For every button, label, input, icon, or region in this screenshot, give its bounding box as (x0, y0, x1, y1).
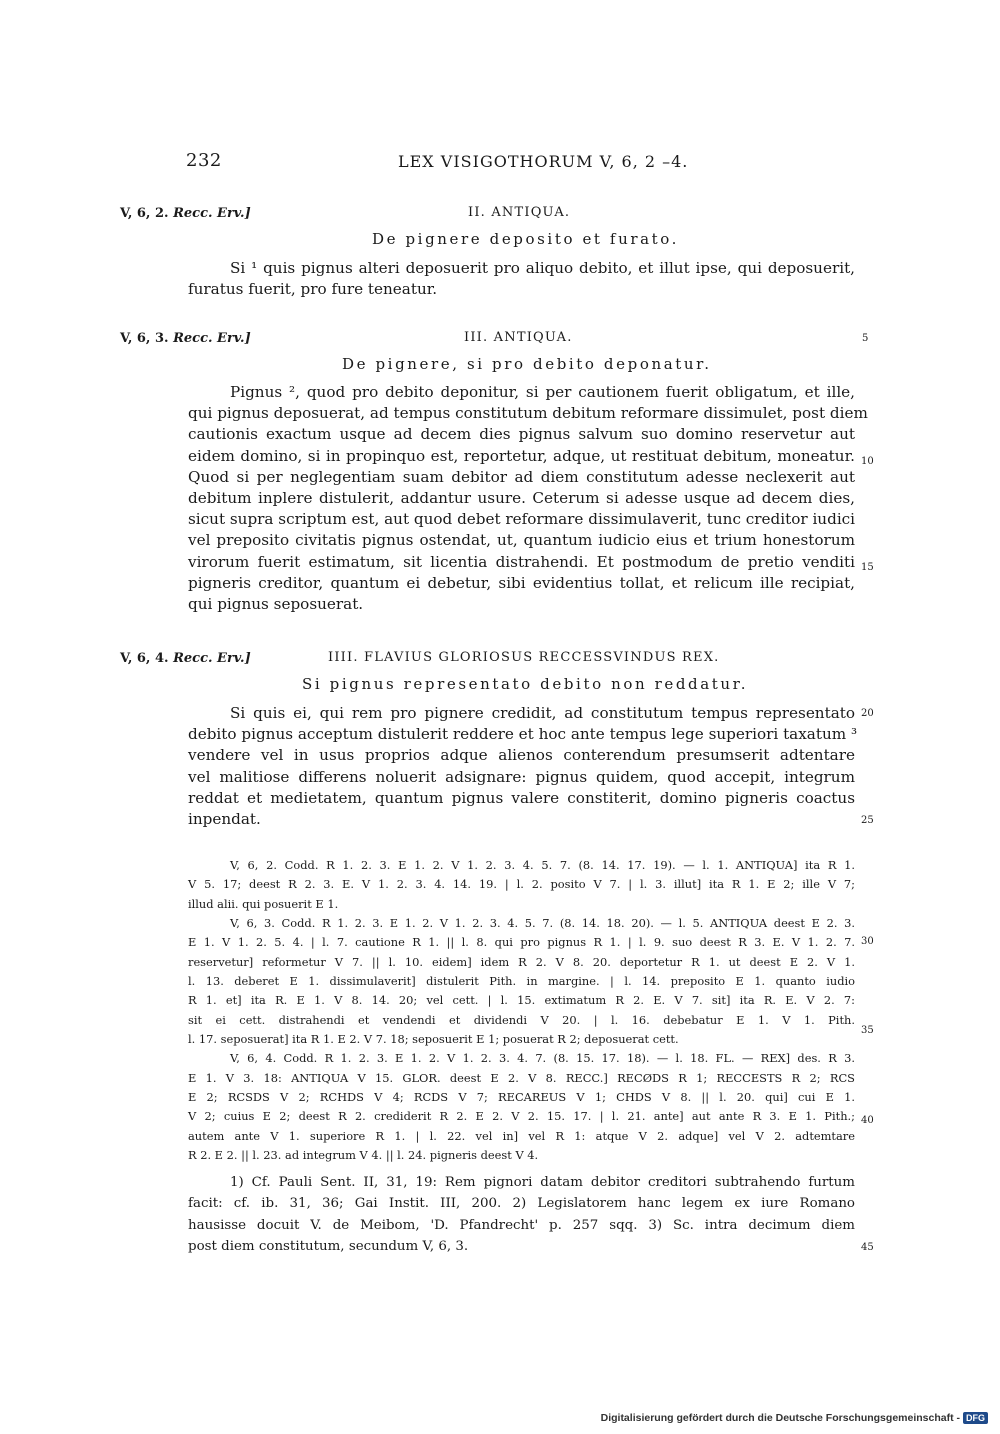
law-text (188, 258, 855, 300)
apparatus-line: reservetur] reformetur V 7. || l. 10. eidem] idem R 2. V 8. 20. deportetur R 1. ut deest E 2. V 1. (188, 954, 855, 969)
apparatus-line: V, 6, 4. Codd. R 1. 2. 3. E 1. 2. V 1. 2. 3. 4. 7. (8. 15. 17. 18). — l. 18. FL. — REX] des. R 3. (230, 1051, 855, 1066)
apparatus-line: E 1. V 1. 2. 5. 4. | l. 7. cautione R 1. || l. 8. qui pro pignus R 1. | l. 9. suo deest R 3. E. V 1. 2. 7. (188, 935, 855, 950)
footnote-line: post diem constitutum, secundum V, 6, 3. (188, 1238, 469, 1254)
law-reference: V, 6, 3. Recc. Erv.] (120, 331, 251, 346)
text-line: eidem domino, si in propinquo est, reportetur, adque, ut restituat debitum, moneatur. (188, 446, 855, 465)
line-number: 20 (861, 708, 874, 719)
apparatus-line: V 2; cuius E 2; deest R 2. crediderit R 2. E 2. V 2. 15. 17. | l. 21. ante] aut ante R 3. E 1. Pith.; (188, 1109, 855, 1124)
law-title: II. ANTIQUA. (468, 205, 571, 220)
line-number: 15 (861, 562, 874, 573)
law-reference: V, 6, 2. Recc. Erv.] (120, 206, 251, 221)
text-line: inpendat. (188, 810, 261, 829)
law-text (188, 703, 858, 830)
law-rubric: De pignere, si pro debito deponatur. (342, 355, 712, 373)
text-line: cautionis exactum usque ad decem dies pignus salvum suo domino reservetur aut (188, 425, 855, 444)
critical-apparatus (188, 856, 855, 1166)
apparatus-line: illud alii. qui posuerit E 1. (188, 896, 339, 911)
text-line: Pignus ², quod pro debito deponitur, si per cautionem fuerit obligatum, et ille, (230, 383, 855, 401)
text-line: vel preposito civitatis pignus ostendat, ut, quantum iudicio eius et trium honestorum (188, 531, 855, 550)
apparatus-line: l. 13. deberet E 1. dissimulaverit] distulerit Pith. in margine. | l. 14. preposito E 1. quanto iudio (188, 974, 855, 989)
page-number: 232 (186, 150, 222, 171)
footnote-line: 1) Cf. Pauli Sent. II, 31, 19: Rem pignori datam debitor creditori subtrahendo furtum (230, 1175, 855, 1190)
text-line: sicut supra scriptum est, aut quod debet reformare dissimulaverit, tunc creditor iudici (188, 510, 856, 529)
apparatus-line: E 2; RCSDS V 2; RCHDS V 4; RCDS V 7; RECAREUS V 1; CHDS V 8. || l. 20. qui] cui E 1. (188, 1090, 855, 1105)
text-line: pigneris creditor, quantum ei debetur, sibi evidentius tollat, et relicum ille recipiat, (188, 573, 855, 592)
dfg-logo: DFG (963, 1412, 988, 1424)
law-title: IIII. FLAVIUS GLORIOSUS RECCESSVINDUS REX. (328, 650, 720, 665)
law-reference: V, 6, 4. Recc. Erv.] (120, 651, 251, 666)
digitization-credit (601, 1412, 988, 1424)
text-line: virorum fuerit estimatum, sit licentia distrahendi. Et postmodum de pretio venditi (188, 552, 855, 571)
apparatus-line: R 2. E 2. || l. 23. ad integrum V 4. || l. 24. pigneris deest V 4. (188, 1148, 539, 1163)
text-line: Si quis ei, qui rem pro pignere credidit, ad constitutum tempus representato (230, 704, 855, 722)
text-line: Quod si per neglegentiam suam debitor ad diem constitutum adesse neclexerit aut (188, 467, 855, 486)
running-head: LEX VISIGOTHORUM V, 6, 2 –4. (398, 152, 689, 171)
law-rubric: De pignere deposito et furato. (372, 230, 680, 248)
text-line: qui pignus deposuerat, ad tempus constitutum debitum reformare dissimulet, post diem (188, 404, 868, 423)
text-line: qui pignus seposuerat. (188, 595, 364, 614)
line-number: 40 (861, 1115, 874, 1126)
line-number: 25 (861, 815, 874, 826)
footnotes (188, 1172, 855, 1257)
apparatus-line: sit ei cett. distrahendi et vendendi et dividendi V 20. | l. 16. debebatur E 1. V 1. Pith. (188, 1012, 855, 1027)
apparatus-line: R 1. et] ita R. E 1. V 8. 14. 20; vel cett. | l. 15. extimatum R 2. E. V 7. sit] ita R. E. V 2. 7: (188, 993, 855, 1008)
line-number: 10 (861, 456, 874, 467)
footer-text: Digitalisierung gefördert durch die Deutsche Forschungsgemeinschaft - (600, 1412, 960, 1424)
text-line: vendere vel in usus proprios adque alienos conterendum presumserit adtentare (188, 746, 855, 765)
text-line: vel malitiose differens noluerit adsignare: pignus quidem, quod accepit, integrum (188, 767, 855, 786)
law-rubric: Si pignus representato debito non reddatur. (302, 675, 749, 693)
text-line: Si ¹ quis pignus alteri deposuerit pro aliquo debito, et illut ipse, qui deposuerit, (230, 259, 855, 277)
apparatus-line: V, 6, 2. Codd. R 1. 2. 3. E 1. 2. V 1. 2. 3. 4. 5. 7. (8. 14. 17. 19). — l. 1. ANTIQUA] ita R 1. (230, 858, 855, 872)
text-line: furatus fuerit, pro fure teneatur. (188, 280, 438, 299)
text-line: reddat et medietatem, quantum pignus valere constiterit, domino pigneris coactus (188, 788, 855, 807)
apparatus-line: autem ante V 1. superiore R 1. | l. 22. vel in] vel R 1: atque V 2. adque] vel V 2. adtemtare (188, 1128, 855, 1143)
footnote-line: facit: cf. ib. 31, 36; Gai Instit. III, 200. 2) Legislatorem hanc legem ex iure Romano (188, 1196, 855, 1212)
apparatus-line: l. 17. seposuerat] ita R 1. E 2. V 7. 18; seposuerit E 1; posuerat R 2; deposuerat cett. (188, 1032, 679, 1047)
law-title: III. ANTIQUA. (464, 330, 573, 345)
line-number: 35 (861, 1025, 874, 1036)
apparatus-line: V 5. 17; deest R 2. 3. E. V 1. 2. 3. 4. 14. 19. | l. 2. posito V 7. | l. 3. illut] ita R 1. E 2; ille V 7; (188, 877, 855, 892)
apparatus-line: E 1. V 3. 18: ANTIQUA V 15. GLOR. deest E 2. V 8. RECC.] RECØDS R 1; RECCESTS R 2; RCS (188, 1070, 855, 1085)
line-number: 45 (861, 1242, 874, 1253)
text-line: debito pignus acceptum distulerit reddere et hoc ante tempus lege superiori taxatum ³ (188, 725, 858, 744)
line-number: 30 (861, 936, 874, 947)
apparatus-line: V, 6, 3. Codd. R 1. 2. 3. E 1. 2. V 1. 2. 3. 4. 5. 7. (8. 14. 18. 20). — l. 5. ANTIQUA deest E 2. 3. (230, 916, 855, 931)
footnote-line: hausisse docuit V. de Meibom, 'D. Pfandrecht' p. 257 sqq. 3) Sc. intra decimum diem (188, 1217, 855, 1233)
text-line: debitum inplere distulerit, addantur usure. Ceterum si adesse usque ad decem dies, (188, 489, 855, 508)
line-number: 5 (862, 333, 869, 344)
